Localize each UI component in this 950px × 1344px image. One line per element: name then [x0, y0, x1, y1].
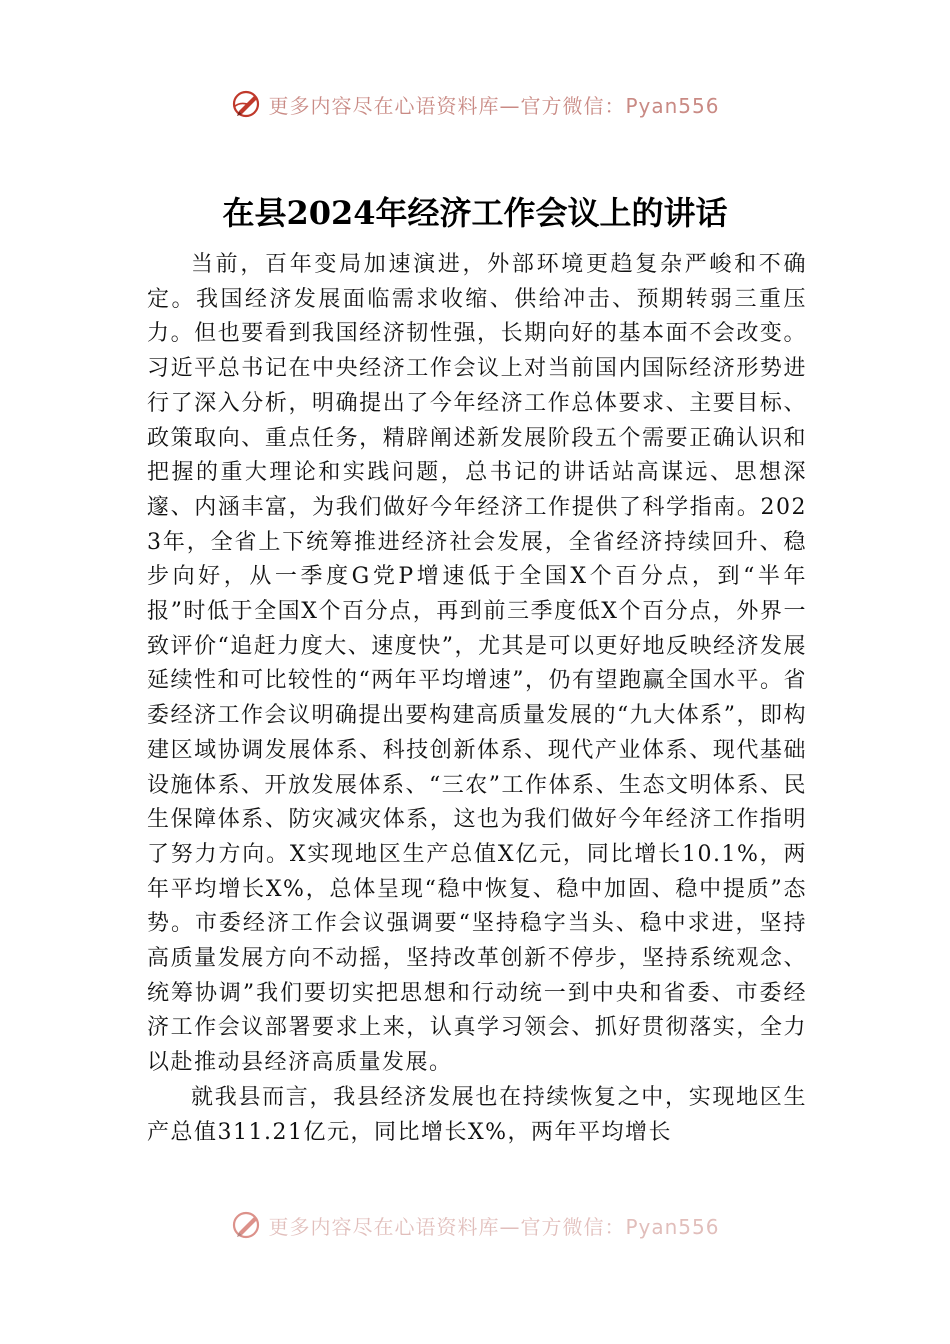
pen-logo-icon — [230, 87, 264, 121]
watermark-text: 更多内容尽在心语资料库—官方微信：Pyan556 — [268, 93, 720, 118]
pen-logo-icon — [230, 1208, 264, 1242]
document-title: 在县2024年经济工作会议上的讲话 — [222, 194, 728, 232]
paragraph-2: 就我县而言，我县经济发展也在持续恢复之中，实现地区生产总值311.21亿元，同比增长X%，两年平均增长 — [147, 1084, 807, 1145]
paragraph-1: 当前，百年变局加速演进，外部环境更趋复杂严峻和不确定。我国经济发展面临需求收缩、供给冲击、预期转弱三重压力。但也要看到我国经济韧性强，长期向好的基本面不会改变。习近平总书记在中央经济工作会议上对当前国内国际经济形势进行了深入分析，明确提出了今年经济工作总体要求、主要目标、政策取向、重点任务，精辟阐述新发展阶段五个需要正确认识和把握的重大理论和实践问题，总书记的讲话站高谋远、思想深邃、内涵丰富，为我们做好今年经济工作提供了科学指南。2023年，全省上下统筹推进经济社会发展，全省经济持续回升、稳步向好，从一季度G党P增速低于全国X个百分点，到“半年报”时低于全国X个百分点，再到前三季度低X个百分点，外界一致评价“追赶力度大、速度快”，尤其是可以更好地反映经济发展延续性和可比较性的“两年平均增速”，仍有望跑赢全国水平。省委经济工作会议明确提出要构建高质量发展的“九大体系”，即构建区域协调发展体系、科技创新体系、现代产业体系、现代基础设施体系、开放发展体系、“三农”工作体系、生态文明体系、民生保障体系、防灾减灾体系，这也为我们做好今年经济工作指明了努力方向。X实现地区生产总值X亿元，同比增长10.1%，两年平均增长X%，总体呈现“稳中恢复、稳中加固、稳中提质”态势。市委经济工作会议强调要“坚持稳字当头、稳中求进，坚持高质量发展方向不动摇，坚持改革创新不停步，坚持系统观念、统筹协调”我们要切实把思想和行动统一到中央和省委、市委经济工作会议部署要求上来，认真学习领会、抓好贯彻落实，全力以赴推动县经济高质量发展。 — [147, 252, 807, 1076]
header-watermark — [0, 84, 950, 124]
document-body — [147, 248, 807, 1216]
footer-watermark-text: 更多内容尽在心语资料库—官方微信：Pyan556 — [268, 1214, 720, 1239]
footer-watermark — [0, 1208, 950, 1242]
